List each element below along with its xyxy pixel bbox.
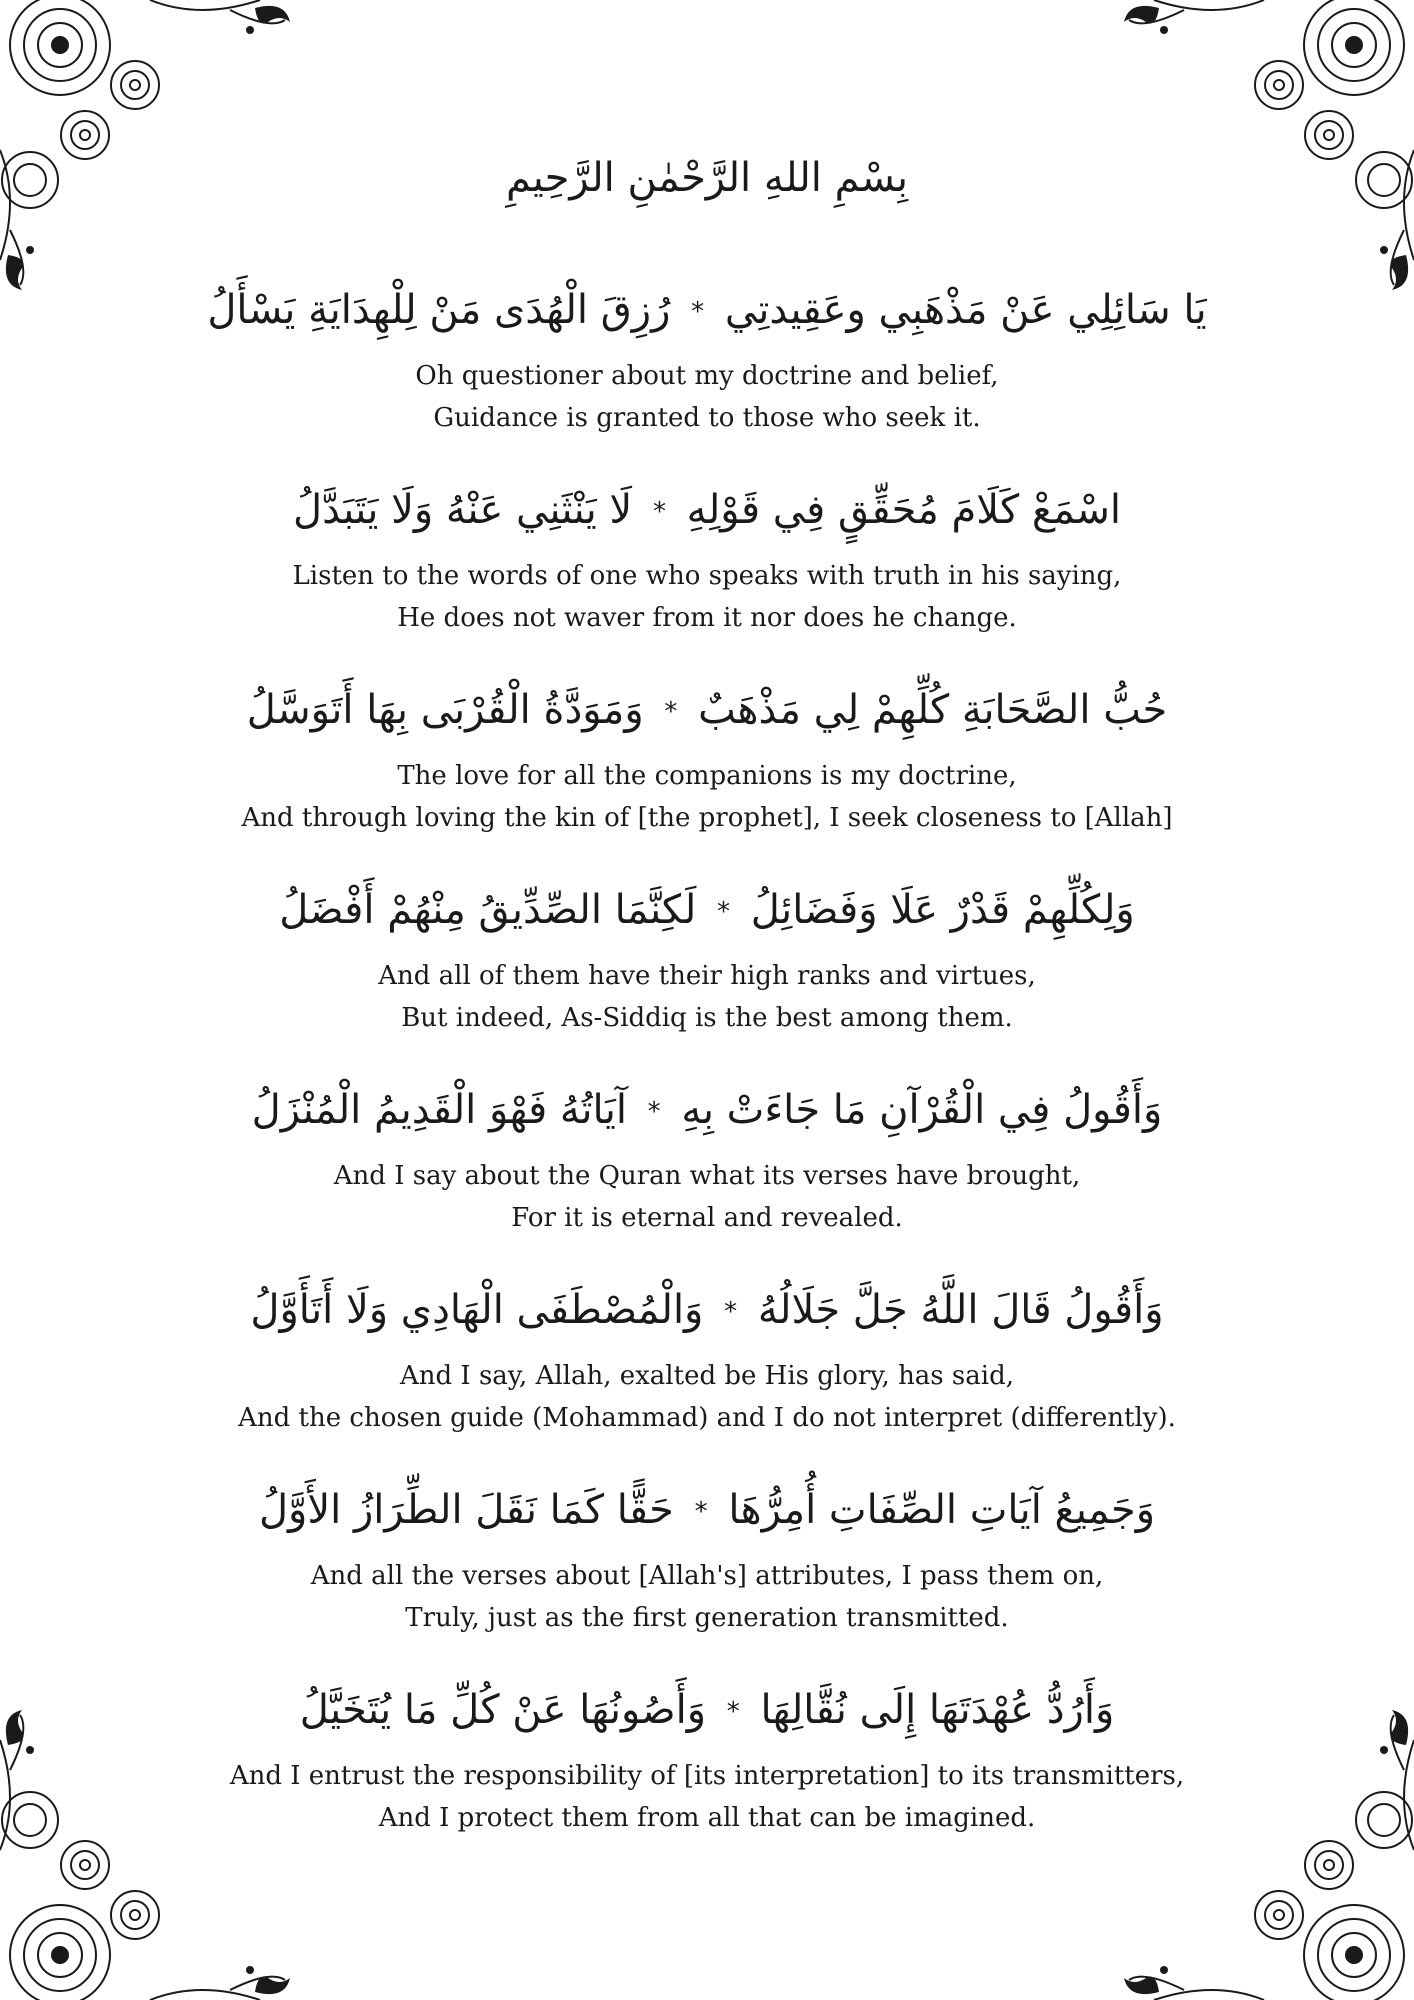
- corner-ornament-top-left: [0, 0, 300, 300]
- verse-separator: *: [694, 1497, 708, 1527]
- verse-separator: *: [664, 697, 678, 727]
- verse-separator: *: [724, 1297, 738, 1327]
- arabic-line: [0, 875, 1414, 947]
- verse-4: [0, 875, 1414, 1075]
- translation-line-1: The love for all the companions is my doctrine,: [397, 761, 1017, 791]
- translation-line-2: Guidance is granted to those who seek it.: [433, 403, 981, 433]
- verse-1: [0, 275, 1414, 475]
- arabic-line: [0, 275, 1414, 347]
- verse-6: [0, 1275, 1414, 1475]
- verse-separator: *: [652, 497, 666, 527]
- corner-ornament-top-right: [1114, 0, 1414, 300]
- verse-2: [0, 475, 1414, 675]
- arabic-hemistich-left: لَا يَنْثَنِي عَنْهُ وَلَا يَتَبَدَّلُ: [293, 487, 633, 533]
- verse-8: [0, 1675, 1414, 1875]
- translation-line-1: And all the verses about [Allah's] attributes, I pass them on,: [310, 1561, 1104, 1591]
- arabic-hemistich-left: وَالْمُصْطَفَى الْهَادِي وَلَا أَتَأَوَّلُ: [250, 1287, 704, 1333]
- arabic-hemistich-left: آيَاتُهُ فَهْوَ الْقَدِيمُ الْمُنْزَلُ: [251, 1087, 627, 1133]
- translation-line-2: And the chosen guide (Mohammad) and I do not interpret (differently).: [238, 1403, 1176, 1433]
- translation-line-1: And I say about the Quran what its verses have brought,: [333, 1161, 1081, 1191]
- translation-line-2: And I protect them from all that can be imagined.: [378, 1803, 1036, 1833]
- arabic-hemistich-left: وَأَصُونُهَا عَنْ كُلِّ مَا يُتَخَيَّلُ: [299, 1687, 707, 1733]
- verse-separator: *: [717, 897, 731, 927]
- arabic-line: [0, 1075, 1414, 1147]
- arabic-hemistich-right: وَأَقُولُ فِي الْقُرْآنِ مَا جَاءَتْ بِهِ: [681, 1087, 1163, 1133]
- arabic-hemistich-right: وَجَمِيعُ آيَاتِ الصِّفَاتِ أُمِرُّهَا: [728, 1487, 1156, 1533]
- translation-line-2: For it is eternal and revealed.: [511, 1203, 903, 1233]
- arabic-line: [0, 675, 1414, 747]
- arabic-line: [0, 1475, 1414, 1547]
- translation-line-1: And all of them have their high ranks and virtues,: [378, 961, 1036, 991]
- verse-separator: *: [647, 1097, 661, 1127]
- arabic-hemistich-right: وَأَقُولُ قَالَ اللَّهُ جَلَّ جَلَالُهُ: [757, 1287, 1164, 1333]
- verse-separator: *: [726, 1697, 740, 1727]
- arabic-hemistich-right: اسْمَعْ كَلَامَ مُحَقِّقٍ فِي قَوْلِهِ: [686, 487, 1121, 533]
- translation-line-2: He does not waver from it nor does he change.: [397, 603, 1017, 633]
- arabic-line: [0, 1275, 1414, 1347]
- basmala-calligraphy: [457, 148, 957, 218]
- verse-7: [0, 1475, 1414, 1675]
- verse-5: [0, 1075, 1414, 1275]
- translation-line-1: And I say, Allah, exalted be His glory, has said,: [400, 1361, 1014, 1391]
- arabic-hemistich-left: رُزِقَ الْهُدَى مَنْ لِلْهِدَايَةِ يَسْأَلُ: [207, 287, 671, 333]
- arabic-hemistich-left: لَكِنَّمَا الصِّدِّيقُ مِنْهُمْ أَفْضَلُ: [279, 887, 697, 933]
- arabic-hemistich-left: حَقًّا كَمَا نَقَلَ الطِّرَازُ الأَوَّلُ: [258, 1487, 674, 1533]
- verse-3: [0, 675, 1414, 875]
- verse-separator: *: [691, 297, 705, 327]
- arabic-hemistich-right: وَلِكُلِّهِمْ قَدْرٌ عَلَا وَفَضَائِلُ: [750, 887, 1135, 933]
- arabic-hemistich-right: يَا سَائِلِي عَنْ مَذْهَبِي وعَقِيدتِي: [724, 287, 1207, 333]
- translation-line-2: But indeed, As-Siddiq is the best among them.: [401, 1003, 1013, 1033]
- arabic-line: [0, 475, 1414, 547]
- basmala-text: بِسْمِ اللهِ الرَّحْمٰنِ الرَّحِيمِ: [505, 155, 909, 201]
- translation-line-2: Truly, just as the first generation transmitted.: [405, 1603, 1009, 1633]
- translation-line-1: Oh questioner about my doctrine and belief,: [415, 361, 999, 391]
- arabic-hemistich-right: وَأَرُدُّ عُهْدَتَهَا إِلَى نُقَّالِهَا: [760, 1687, 1115, 1733]
- poem-verses: [0, 275, 1414, 1875]
- arabic-hemistich-left: وَمَوَدَّةُ الْقُرْبَى بِهَا أَتَوَسَّلُ: [246, 687, 644, 733]
- translation-line-1: Listen to the words of one who speaks with truth in his saying,: [292, 561, 1122, 591]
- translation-line-2: And through loving the kin of [the prophet], I seek closeness to [Allah]: [241, 803, 1173, 833]
- arabic-hemistich-right: حُبُّ الصَّحَابَةِ كُلِّهِمْ لِي مَذْهَبٌ: [698, 687, 1168, 733]
- arabic-line: [0, 1675, 1414, 1747]
- translation-line-1: And I entrust the responsibility of [its interpretation] to its transmitters,: [229, 1761, 1185, 1791]
